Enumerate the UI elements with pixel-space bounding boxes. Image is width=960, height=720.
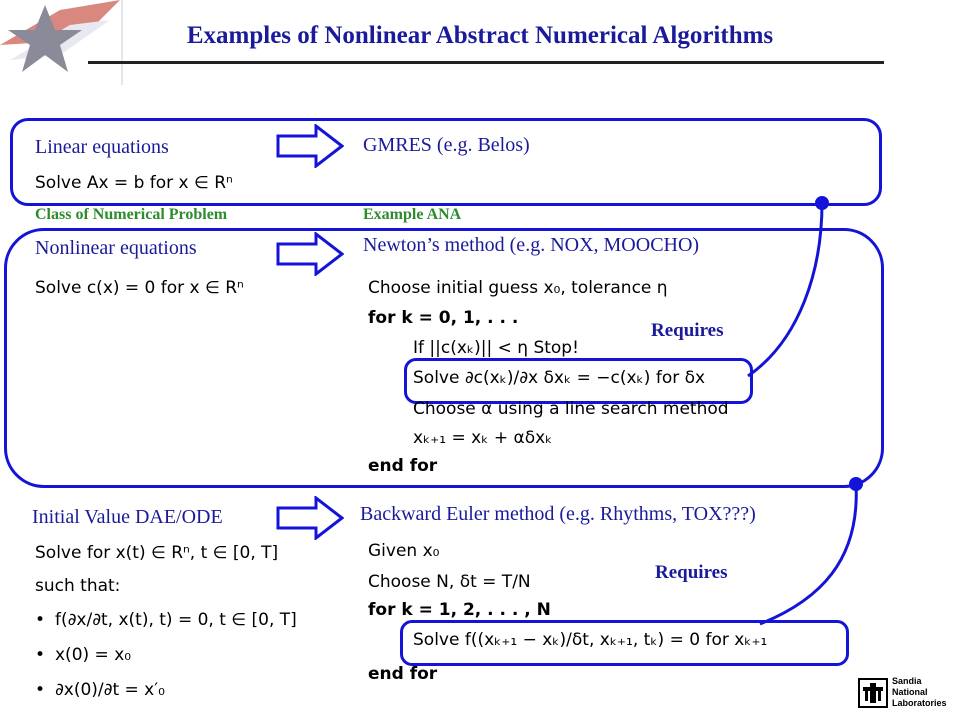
sandia-thunderbird-icon xyxy=(858,678,888,708)
nonlinear-statement: Solve c(x) = 0 for x ∈ Rⁿ xyxy=(35,278,244,298)
ivp-bullet-1: • xyxy=(35,610,46,630)
nonlinear-requires-label: Requires xyxy=(651,320,724,341)
algorithm-column-header: Example ANA xyxy=(363,206,462,223)
ivp-bullet-2: • xyxy=(35,645,46,665)
ivp-statement-4: x(0) = x₀ xyxy=(55,645,132,665)
logo-line-3: Laboratories xyxy=(892,698,947,708)
slide-title: Examples of Nonlinear Abstract Numerical Algorithms xyxy=(186,22,774,49)
ivp-bullet-3: • xyxy=(35,680,46,700)
ivp-requires-label: Requires xyxy=(655,562,728,583)
newton-step-1: Choose initial guess x₀, tolerance η xyxy=(368,278,668,298)
nonlinear-problem-label: Nonlinear equations xyxy=(35,237,197,259)
newton-step-6: xₖ₊₁ = xₖ + αδxₖ xyxy=(413,428,553,448)
euler-step-1: Given x₀ xyxy=(368,541,440,561)
logo-line-1: Sandia xyxy=(892,676,922,686)
newton-step-4: Solve ∂c(xₖ)/∂x δxₖ = −c(xₖ) for δx xyxy=(413,368,706,388)
ivp-statement-1: Solve for x(t) ∈ Rⁿ, t ∈ [0, T] xyxy=(35,543,279,563)
logo-line-2: National xyxy=(892,687,928,697)
problem-column-header: Class of Numerical Problem xyxy=(35,206,228,223)
ivp-statement-3: f(∂x/∂t, x(t), t) = 0, t ∈ [0, T] xyxy=(55,610,297,630)
ivp-problem-label: Initial Value DAE/ODE xyxy=(32,506,223,528)
newton-step-2: for k = 0, 1, . . . xyxy=(368,308,519,328)
newton-step-3: If ||c(xₖ)|| < η Stop! xyxy=(413,338,579,358)
euler-step-2: Choose N, δt = T/N xyxy=(368,572,531,592)
ivp-algorithm-label: Backward Euler method (e.g. Rhythms, TOX???) xyxy=(360,503,756,525)
nonlinear-algorithm-label: Newton’s method (e.g. NOX, MOOCHO) xyxy=(363,234,700,256)
ivp-statement-5: ∂x(0)/∂t = x′₀ xyxy=(55,680,165,700)
newton-step-5: Choose α using a line search method xyxy=(413,399,729,419)
linear-algorithm-label: GMRES (e.g. Belos) xyxy=(363,134,530,156)
linear-statement: Solve Ax = b for x ∈ Rⁿ xyxy=(35,173,233,193)
linear-problem-label: Linear equations xyxy=(35,136,169,158)
euler-step-4: Solve f((xₖ₊₁ − xₖ)/δt, xₖ₊₁, tₖ) = 0 for xₖ₊₁ xyxy=(413,630,768,650)
euler-step-5: end for xyxy=(368,664,438,684)
ivp-arrow-icon xyxy=(276,496,344,540)
newton-step-7: end for xyxy=(368,456,438,476)
ivp-statement-2: such that: xyxy=(35,576,121,596)
euler-step-3: for k = 1, 2, . . . , N xyxy=(368,600,551,620)
sandia-logo xyxy=(858,676,954,714)
